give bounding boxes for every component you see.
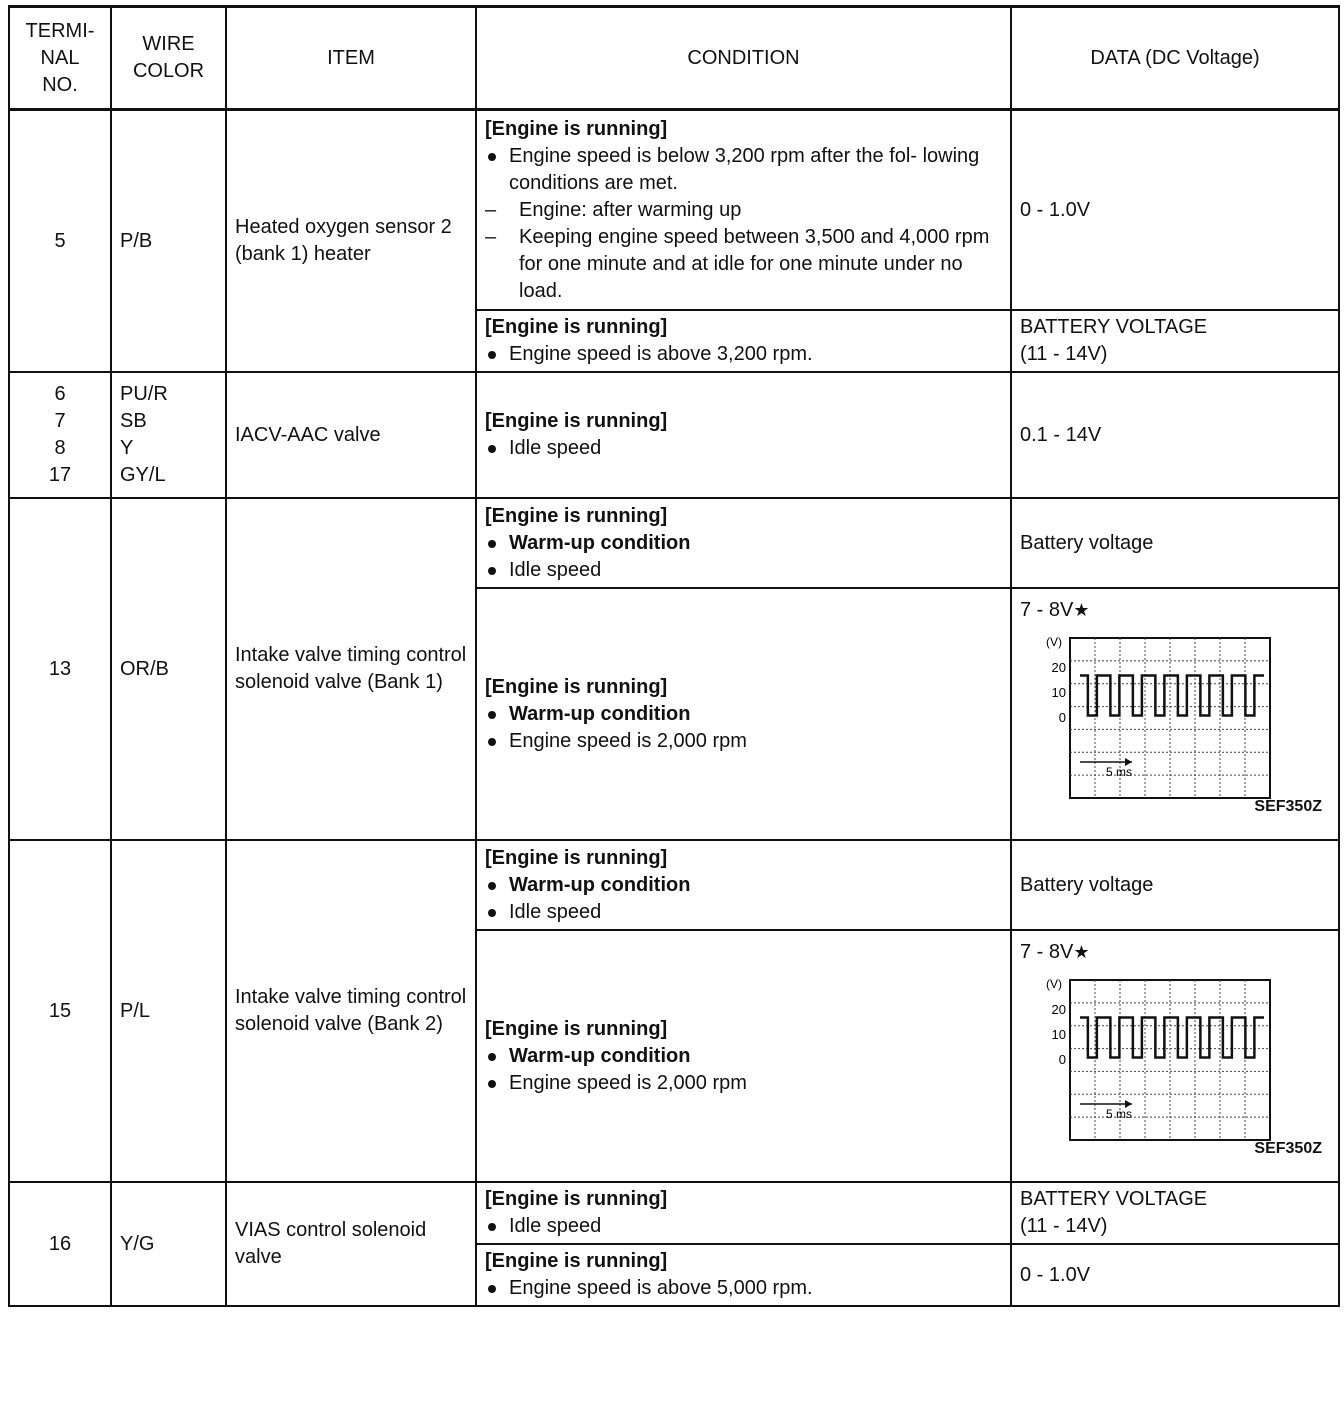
condition-cell xyxy=(476,840,1011,930)
oscilloscope-waveform xyxy=(1020,966,1330,1166)
table-header-row xyxy=(9,7,1339,110)
condition-bullet: Engine speed is below 3,200 rpm after the fol- lowing conditions are met. xyxy=(485,143,1002,197)
condition-heading: [Engine is running] xyxy=(485,1188,668,1210)
star-icon: ★ xyxy=(1073,942,1090,962)
table-row xyxy=(9,1182,1339,1244)
condition-bullet: Idle speed xyxy=(485,1213,1002,1240)
terminal-number: 6 xyxy=(54,383,66,405)
table-row xyxy=(9,498,1339,588)
data-line: BATTERY VOLTAGE xyxy=(1020,316,1208,338)
condition-bullet: Idle speed xyxy=(485,557,1002,584)
condition-cell xyxy=(476,1244,1011,1306)
data-line: BATTERY VOLTAGE xyxy=(1020,1188,1208,1210)
waveform-figure xyxy=(1020,966,1300,1156)
data-value: Battery voltage xyxy=(1011,498,1339,588)
condition-bullet: Engine speed is above 3,200 rpm. xyxy=(485,341,1002,368)
scope-time-label: 5 ms xyxy=(1106,1107,1133,1121)
terminal-number: 8 xyxy=(54,437,66,459)
oscilloscope-waveform xyxy=(1020,624,1330,824)
data-value-waveform xyxy=(1011,930,1339,1182)
scope-time-label: 5 ms xyxy=(1106,765,1133,779)
item-name: VIAS control solenoid valve xyxy=(226,1182,476,1306)
scope-y-tick-label: 0 xyxy=(1058,710,1066,725)
condition-heading: [Engine is running] xyxy=(485,846,668,869)
condition-cell xyxy=(476,498,1011,588)
data-value: Battery voltage xyxy=(1011,840,1339,930)
header-data: DATA (DC Voltage) xyxy=(1011,7,1339,110)
scope-y-tick-label: 20 xyxy=(1051,1002,1066,1017)
data-value-waveform xyxy=(1011,588,1339,840)
scope-y-tick-label: 10 xyxy=(1051,1027,1066,1042)
header-item: ITEM xyxy=(226,7,476,110)
item-name: Intake valve timing control solenoid valve (Bank 2) xyxy=(226,840,476,1182)
condition-bullet: Warm-up condition xyxy=(485,701,1002,728)
item-name: Heated oxygen sensor 2 (bank 1) heater xyxy=(226,110,476,373)
data-value: 0 - 1.0V xyxy=(1011,1244,1339,1306)
header-terminal-no: TERMI- NAL NO. xyxy=(9,7,111,110)
condition-heading: [Engine is running] xyxy=(485,410,668,432)
wire-color: P/B xyxy=(111,110,226,373)
condition-heading: [Engine is running] xyxy=(485,316,668,338)
wire-color: Y xyxy=(120,437,134,459)
data-value: 7 - 8V xyxy=(1020,941,1074,963)
condition-cell xyxy=(476,930,1011,1182)
item-name: IACV-AAC valve xyxy=(226,372,476,498)
condition-bullet: Idle speed xyxy=(485,899,1002,926)
terminal-number-list xyxy=(9,372,111,498)
condition-dash-item: – Engine: after warming up xyxy=(485,197,1002,224)
data-value: 0.1 - 14V xyxy=(1011,372,1339,498)
terminal-number: 15 xyxy=(9,840,111,1182)
terminal-data-table xyxy=(8,5,1340,1307)
condition-heading: [Engine is running] xyxy=(485,117,668,140)
wire-color: Y/G xyxy=(111,1182,226,1306)
condition-heading: [Engine is running] xyxy=(485,675,668,698)
condition-bullet: Warm-up condition xyxy=(485,872,1002,899)
wire-color-list xyxy=(111,372,226,498)
table-row xyxy=(9,110,1339,311)
wire-color: OR/B xyxy=(111,498,226,840)
table-row xyxy=(9,840,1339,930)
scope-y-tick-label: 0 xyxy=(1058,1052,1066,1067)
scope-y-tick-label: 20 xyxy=(1051,660,1066,675)
terminal-number: 13 xyxy=(9,498,111,840)
wire-color: PU/R xyxy=(120,383,168,405)
condition-cell xyxy=(476,588,1011,840)
condition-heading: [Engine is running] xyxy=(485,504,668,527)
condition-bullet: Engine speed is 2,000 rpm xyxy=(485,1070,1002,1097)
data-value xyxy=(1011,1182,1339,1244)
data-value: 0 - 1.0V xyxy=(1011,110,1339,311)
scope-y-tick-label: 10 xyxy=(1051,685,1066,700)
data-line: (11 - 14V) xyxy=(1020,343,1108,365)
table-row xyxy=(9,372,1339,498)
data-value: 7 - 8V xyxy=(1020,599,1074,621)
wire-color: GY/L xyxy=(120,464,166,486)
condition-cell xyxy=(476,310,1011,372)
terminal-number: 16 xyxy=(9,1182,111,1306)
star-icon: ★ xyxy=(1073,600,1090,620)
condition-cell xyxy=(476,372,1011,498)
item-name: Intake valve timing control solenoid valve (Bank 1) xyxy=(226,498,476,840)
condition-cell xyxy=(476,1182,1011,1244)
condition-cell xyxy=(476,110,1011,311)
terminal-number: 5 xyxy=(9,110,111,373)
header-condition: CONDITION xyxy=(476,7,1011,110)
scope-unit-label: (V) xyxy=(1046,977,1062,991)
waveform-figure xyxy=(1020,624,1300,814)
condition-dash-item: – Keeping engine speed between 3,500 and 4,000 rpm for one minute and at idle for one minute under no load. xyxy=(485,224,1002,305)
condition-heading: [Engine is running] xyxy=(485,1250,668,1272)
condition-heading: [Engine is running] xyxy=(485,1017,668,1040)
condition-bullet: Engine speed is above 5,000 rpm. xyxy=(485,1275,1002,1302)
figure-code: SEF350Z xyxy=(1254,1140,1322,1157)
figure-code: SEF350Z xyxy=(1254,798,1322,815)
wire-color: SB xyxy=(120,410,147,432)
data-value xyxy=(1011,310,1339,372)
terminal-number: 17 xyxy=(48,464,72,486)
condition-bullet: Warm-up condition xyxy=(485,530,1002,557)
scope-unit-label: (V) xyxy=(1046,635,1062,649)
wire-color: P/L xyxy=(111,840,226,1182)
data-line: (11 - 14V) xyxy=(1020,1215,1108,1237)
condition-bullet: Idle speed xyxy=(485,435,1002,462)
condition-bullet: Warm-up condition xyxy=(485,1043,1002,1070)
header-wire-color: WIRE COLOR xyxy=(111,7,226,110)
condition-bullet: Engine speed is 2,000 rpm xyxy=(485,728,1002,755)
terminal-number: 7 xyxy=(54,410,66,432)
